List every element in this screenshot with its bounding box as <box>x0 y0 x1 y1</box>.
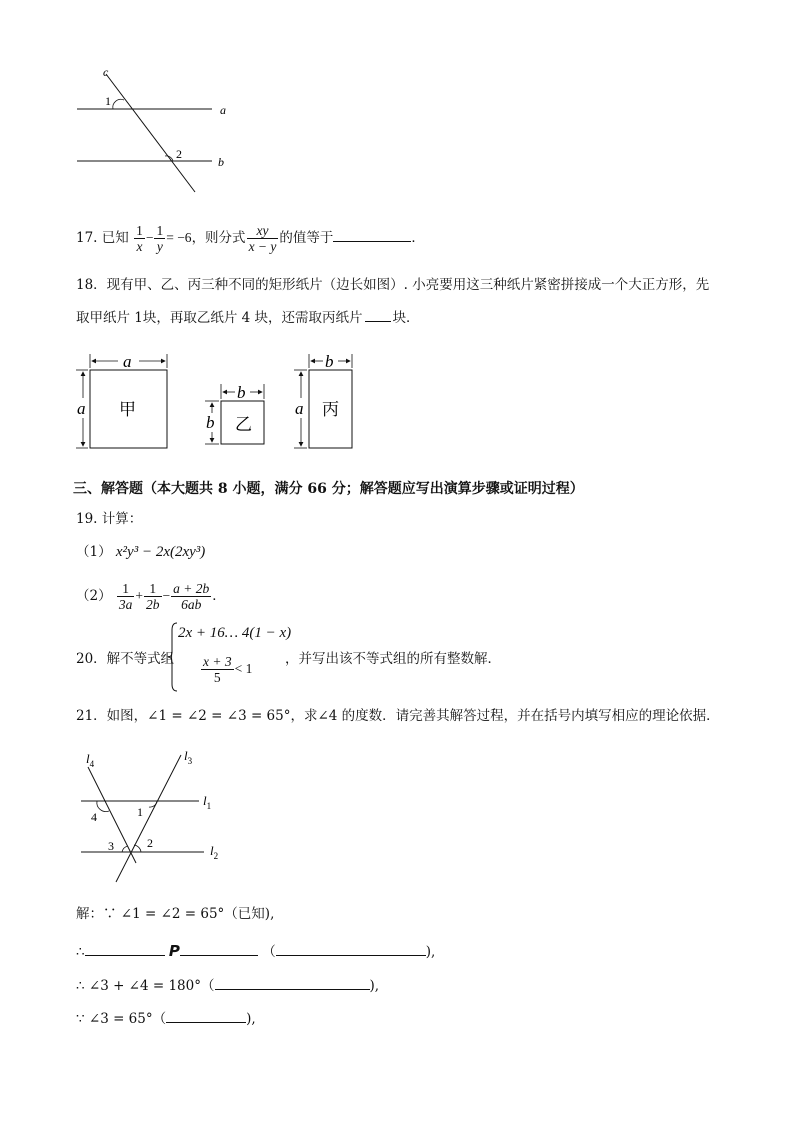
q20-inequality-2 <box>200 650 252 688</box>
q19-p1-expression: x²y³ − 2x(2xy³) <box>115 544 206 560</box>
angle-2-arc <box>165 156 173 161</box>
q19-p2-fraction-2 <box>144 581 162 612</box>
q21-solution-line-1: 解：∵ ∠1 = ∠2 = 65°（已知), <box>76 906 275 922</box>
q21-blank-line-name-1[interactable] <box>85 943 165 956</box>
label-a: a <box>220 103 226 117</box>
q19-p2-f3-numerator: a + 2b <box>173 581 210 596</box>
q21-sol2-pre: ∴ <box>76 944 85 960</box>
label-b: b <box>218 155 224 169</box>
q21-blank-line-name-2[interactable] <box>180 943 258 956</box>
label-1: 1 <box>105 94 111 108</box>
q19-p2-fraction-3 <box>171 581 211 612</box>
q21-figure <box>76 745 236 885</box>
question-19-title: 19. 计算： <box>76 511 143 527</box>
question-18-line-1: 18．现有甲、乙、丙三种不同的矩形纸片（边长如图）. 小亮要用这三种纸片紧密拼接成一个大正方形，先 <box>76 277 710 293</box>
angle-1-arc <box>113 99 124 109</box>
q20-ineq2-denominator: 5 <box>213 670 221 685</box>
q19-p2-f2-denominator: 2b <box>146 597 160 612</box>
q18-line2-post: 块． <box>392 310 420 326</box>
q17-number: 17. <box>76 230 98 246</box>
q17-fraction-1-over-y <box>154 223 165 254</box>
q21-blank-reason-2[interactable] <box>215 977 370 990</box>
q19-p2-f1-numerator: 1 <box>117 581 135 597</box>
label-l1: $l_1$ <box>203 793 212 811</box>
label-l4: $l_4$ <box>86 751 95 769</box>
section-3-heading: 三、解答题（本大题共 8 小题，满分 66 分；解答题应写出演算步骤或证明过程） <box>73 481 584 497</box>
q17-equals: = −6 <box>166 230 192 245</box>
q21-sol2-parallel: P <box>168 942 180 960</box>
q20-ineq2-numerator: x + 3 <box>203 654 232 669</box>
q17-minus: − <box>145 230 154 245</box>
label-l2: $l_2$ <box>210 843 219 861</box>
q19-p2-f2-numerator: 1 <box>144 581 162 597</box>
question-17 <box>76 218 425 258</box>
parallel-lines-figure <box>70 64 250 196</box>
q21-blank-reason-3[interactable] <box>166 1010 246 1023</box>
q21-sol3-pre: ∴ ∠3 + ∠4 = 180°（ <box>76 978 215 994</box>
jia-name: 甲 <box>119 400 136 419</box>
question-19-part-1 <box>76 543 205 561</box>
angle-2-arc <box>134 845 141 852</box>
label-c: c <box>103 65 109 79</box>
q19-p2-f3-denominator: 6ab <box>181 597 202 612</box>
jia-top-label: a <box>123 352 132 371</box>
q17-f1-denominator: x <box>136 239 143 254</box>
label-angle-4: 4 <box>91 810 97 824</box>
q20-ineq2-rhs: < 1 <box>234 661 253 676</box>
q20-ineq2-fraction <box>201 654 234 685</box>
question-20-tail: ，并写出该不等式组的所有整数解． <box>285 651 501 667</box>
q19-p2-fraction-1 <box>117 581 135 612</box>
label-l3: $l_3$ <box>184 748 193 766</box>
label-angle-2: 2 <box>147 836 153 850</box>
transversal-c <box>106 74 195 192</box>
q21-sol4-pre: ∵ ∠3 = 65°（ <box>76 1011 167 1027</box>
bing-top-label: b <box>325 352 334 371</box>
label-2: 2 <box>176 147 182 161</box>
yi-name: 乙 <box>235 415 252 434</box>
q21-sol2-open: （ <box>262 944 276 960</box>
line-l3 <box>116 755 181 882</box>
q18-answer-blank[interactable] <box>365 309 391 322</box>
q17-mid: ，则分式 <box>191 230 246 246</box>
jia-side-label: a <box>77 399 86 418</box>
q17-answer-blank[interactable] <box>333 229 411 242</box>
q19-p2-label: （2） <box>76 588 112 604</box>
q21-sol4-post: ), <box>246 1011 256 1027</box>
q21-sol3-post: ), <box>369 978 380 994</box>
yi-top-label: b <box>237 383 246 402</box>
q21-solution-line-2 <box>76 942 435 961</box>
q17-f2-numerator: 1 <box>156 223 164 238</box>
q20-inequality-1: 2x + 16… 4(1 − x) <box>178 625 292 641</box>
q21-solution-line-4 <box>76 1010 256 1028</box>
q19-p2-f1-denominator: 3a <box>118 597 133 612</box>
q17-f3-denominator: x − y <box>248 239 277 254</box>
q18-line2-pre: 取甲纸片 1块，再取乙纸片 4 块，还需取丙纸片 <box>76 310 363 326</box>
q19-p2-plus: + <box>135 588 144 603</box>
angle-3-arc <box>122 846 128 852</box>
q21-sol2-close: ), <box>425 944 436 960</box>
q17-f1-numerator: 1 <box>136 223 143 238</box>
rectangles-figure <box>72 350 362 454</box>
q19-p2-minus: − <box>162 588 171 603</box>
q17-end: ． <box>411 230 425 246</box>
label-angle-3: 3 <box>108 839 114 853</box>
q19-p2-end: ． <box>212 588 226 604</box>
q17-f2-denominator: y <box>156 239 163 254</box>
q19-p1-label: （1） <box>76 544 112 560</box>
q21-blank-reason-1[interactable] <box>276 943 426 956</box>
yi-side-label: b <box>206 413 215 432</box>
question-21-text: 21．如图，∠1 = ∠2 = ∠3 = 65°，求∠4 的度数．请完善其解答过程，并在括号内填写相应的理论依据． <box>76 708 720 724</box>
question-18-line-2 <box>76 309 420 327</box>
q17-f3-numerator: xy <box>247 223 279 239</box>
q17-fraction-xy <box>247 223 279 254</box>
question-19-part-2 <box>76 576 226 616</box>
angle-1-arc <box>149 801 157 807</box>
q17-lead: 已知 <box>101 230 129 246</box>
question-20-lead: 20．解不等式组 <box>76 651 175 667</box>
bing-side-label: a <box>295 399 304 418</box>
bing-name: 丙 <box>322 400 339 419</box>
q21-solution-line-3 <box>76 977 379 995</box>
label-angle-1: 1 <box>137 805 143 819</box>
q17-fraction-1-over-x <box>134 223 145 254</box>
q17-tail: 的值等于 <box>279 230 334 246</box>
